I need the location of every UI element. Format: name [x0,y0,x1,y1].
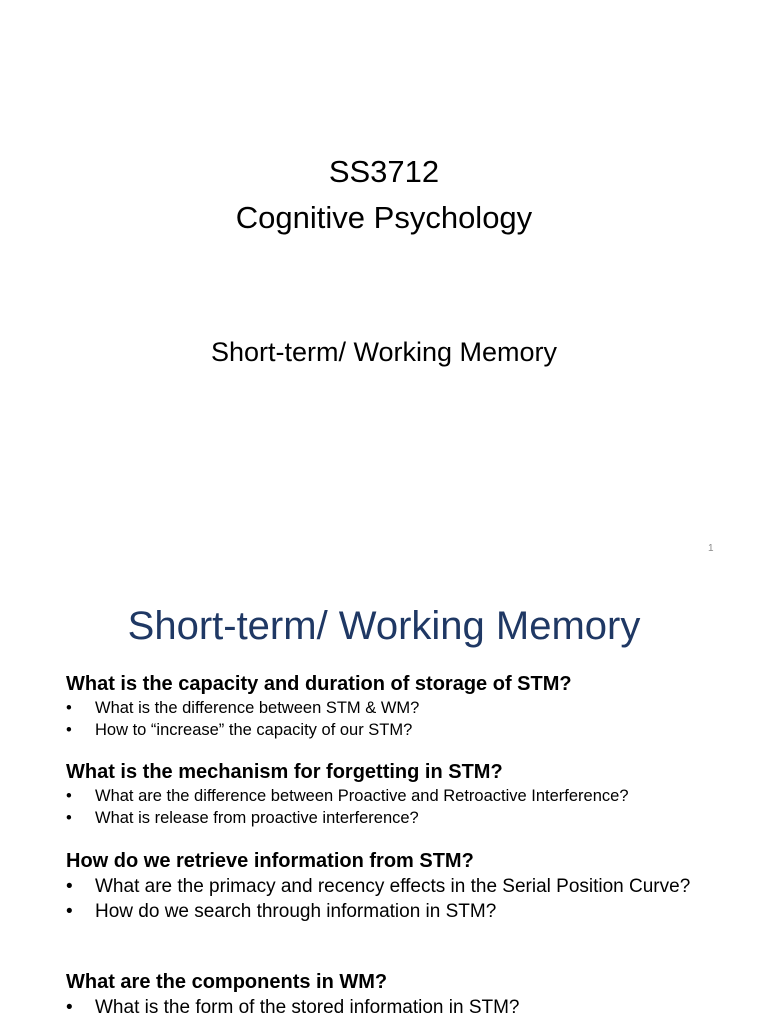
bullet-item: • What is the form of the stored information in STM? [66,997,746,1018]
bullet-list-capacity [66,697,746,741]
section-heading-retrieval: How do we retrieve information from STM? [66,850,474,872]
slide-title: Short-term/ Working Memory [127,604,641,648]
bullet-item: • What is the difference between STM & WM? [66,697,746,719]
section-heading-capacity: What is the capacity and duration of storage of STM? [66,673,572,695]
bullet-list-components [66,997,746,1022]
bullet-list-retrieval [66,876,746,926]
bullet-list-forgetting [66,785,746,829]
bullet-item: • How to “increase” the capacity of our STM? [66,719,746,741]
course-code: SS3712 [328,154,440,189]
slide-subtitle: Short-term/ Working Memory [210,337,558,367]
bullet-item: • How do we search through information in STM? [66,901,746,922]
bullet-item: • What are the primacy and recency effects in the Serial Position Curve? [66,876,705,897]
slide-2 [0,576,768,1024]
bullet-item: • What is release from proactive interference? [66,807,746,829]
page-number: 1 [708,543,714,554]
section-heading-forgetting: What is the mechanism for forgetting in STM? [66,761,503,783]
bullet-item: • What are the difference between Proactive and Retroactive Interference? [66,785,746,807]
section-heading-components: What are the components in WM? [66,971,388,993]
course-title: Cognitive Psychology [235,200,533,235]
